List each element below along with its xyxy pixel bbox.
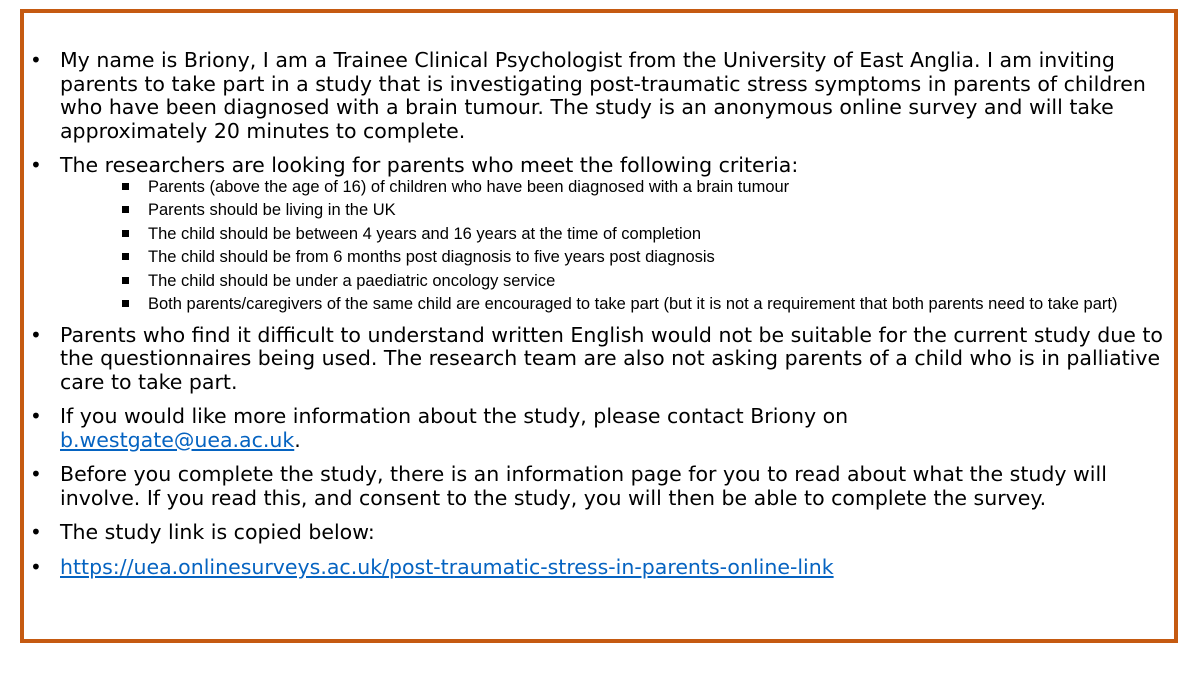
bullet-dot-icon: • [30, 554, 42, 579]
bullet-introduction [30, 49, 1170, 143]
criteria-item [118, 273, 1170, 290]
bullet-exclusions [30, 324, 1170, 395]
contact-email-link[interactable]: b.westgate@uea.ac.uk [60, 427, 295, 452]
criteria-item [118, 296, 1170, 313]
bullet-criteria [30, 154, 1170, 313]
criteria-item [118, 249, 1170, 266]
bullet-list [30, 49, 1170, 590]
criteria-list [60, 179, 1170, 313]
study-survey-link[interactable]: https://uea.onlinesurveys.ac.uk/post-traumatic-stress-in-parents-online-link [60, 554, 834, 579]
study-link-intro-text: The study link is copied below: [60, 520, 375, 544]
bullet-study-link [30, 556, 1170, 580]
bullet-contact [30, 405, 1170, 452]
square-bullet-icon [122, 230, 129, 237]
slide-frame [20, 9, 1178, 643]
contact-period: . [294, 427, 301, 452]
criteria-item-text: Parents should be living in the UK [148, 201, 396, 219]
bullet-information-page [30, 463, 1170, 510]
square-bullet-icon [122, 253, 129, 260]
square-bullet-icon [122, 206, 129, 213]
criteria-item-text: The child should be under a paediatric oncology service [148, 271, 556, 290]
bullet-dot-icon: • [30, 462, 42, 486]
criteria-item-text: The child should be between 4 years and 16 years at the time of completion [148, 224, 702, 243]
criteria-item [118, 202, 1170, 219]
bullet-dot-icon: • [30, 520, 42, 544]
contact-text: If you would like more information about the study, please contact Briony on [60, 404, 849, 428]
bullet-dot-icon: • [30, 322, 42, 347]
square-bullet-icon [122, 277, 129, 284]
criteria-item-text: Both parents/caregivers of the same child are encouraged to take part (but it is not a requirement that both parents need to take part) [148, 295, 1118, 313]
bullet-dot-icon: • [30, 48, 42, 72]
square-bullet-icon [122, 183, 129, 190]
criteria-item-text: Parents (above the age of 16) of children who have been diagnosed with a brain tumour [148, 177, 790, 196]
information-page-text: Before you complete the study, there is an information page for you to read about what the study will involve. If you read this, and consent to the study, you will then be able to complete the survey. [60, 462, 1107, 510]
criteria-item [118, 226, 1170, 243]
criteria-item-text: The child should be from 6 months post diagnosis to five years post diagnosis [148, 248, 715, 266]
bullet-dot-icon: • [30, 404, 42, 428]
criteria-heading: The researchers are looking for parents who meet the following criteria: [60, 153, 799, 177]
bullet-dot-icon: • [30, 153, 42, 177]
introduction-text: My name is Briony, I am a Trainee Clinical Psychologist from the University of East Anglia. I am inviting parents to take part in a study that is investigating post-traumatic stress symptoms in parents of children who have been diagnosed with a brain tumour. The study is an anonymous online survey and will take approximately 20 minutes to complete. [60, 48, 1146, 143]
bullet-study-link-intro [30, 521, 1170, 545]
exclusions-text: Parents who find it difficult to understand written English would not be suitable for the current study due to the questionnaires being used. The research team are also not asking parents of a child who is in palliative care to take part. [60, 322, 1163, 394]
square-bullet-icon [122, 300, 129, 307]
criteria-item [118, 179, 1170, 196]
